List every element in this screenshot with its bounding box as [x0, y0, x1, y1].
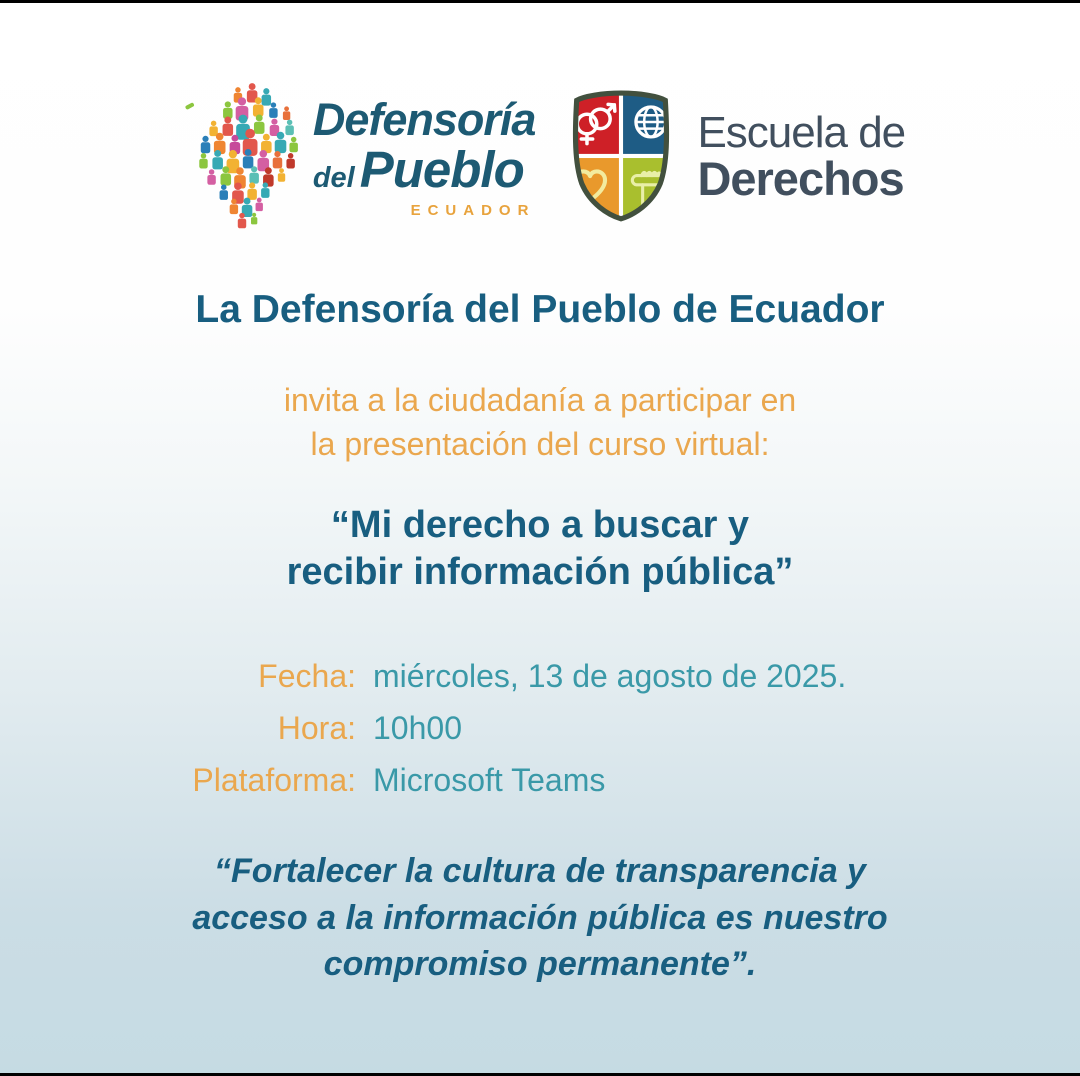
escuela-logo-line2: Derechos: [697, 152, 904, 206]
plataforma-value: Microsoft Teams: [373, 762, 606, 798]
course-title-line-1: “Mi derecho a buscar y: [330, 504, 750, 546]
escuela-logo-text: [697, 107, 906, 206]
invite-line-2: la presentación del curso virtual:: [310, 425, 770, 462]
top-edge-line: [0, 0, 1080, 3]
quote-line-2: acceso a la información pública es nuestro: [192, 898, 888, 937]
defensoria-logo-line2: [312, 140, 536, 198]
fecha-label: Fecha:: [258, 658, 356, 694]
quote-line-1: “Fortalecer la cultura de transparencia y: [214, 852, 866, 890]
defensoria-del-pueblo-logo: [175, 82, 536, 232]
plataforma-label: Plataforma:: [192, 762, 356, 798]
course-title-line-2: recibir información pública”: [286, 550, 794, 593]
hora-label: Hora:: [277, 710, 356, 746]
defensoria-logo-pueblo: Pueblo: [359, 140, 524, 198]
event-details: [166, 658, 846, 814]
page-title: La Defensoría del Pueblo de Ecuador: [195, 288, 885, 331]
detail-row-hora: [166, 710, 846, 747]
detail-row-fecha: [166, 658, 846, 695]
fecha-value: miércoles, 13 de agosto de 2025.: [373, 658, 847, 694]
defensoria-logo-country: ECUADOR: [410, 201, 536, 219]
defensoria-logo-line1: Defensoría: [312, 93, 536, 145]
defensoria-logo-del: del: [312, 161, 355, 194]
escuela-de-derechos-logo: [559, 90, 905, 224]
invite-text: [0, 379, 1080, 466]
course-title: [0, 502, 1080, 595]
defensoria-logo-text: [312, 93, 536, 219]
ecuador-people-map-icon: [175, 82, 309, 232]
hora-value: 10h00: [373, 710, 462, 746]
closing-quote: [0, 848, 1080, 988]
logos-row: [0, 82, 1080, 232]
rights-shield-icon: [559, 90, 683, 224]
invite-line-1: invita a la ciudadanía a participar en: [283, 382, 797, 418]
escuela-logo-line1: Escuela de: [697, 107, 906, 157]
quote-line-3: compromiso permanente”.: [323, 945, 757, 984]
detail-row-plataforma: [166, 762, 846, 799]
